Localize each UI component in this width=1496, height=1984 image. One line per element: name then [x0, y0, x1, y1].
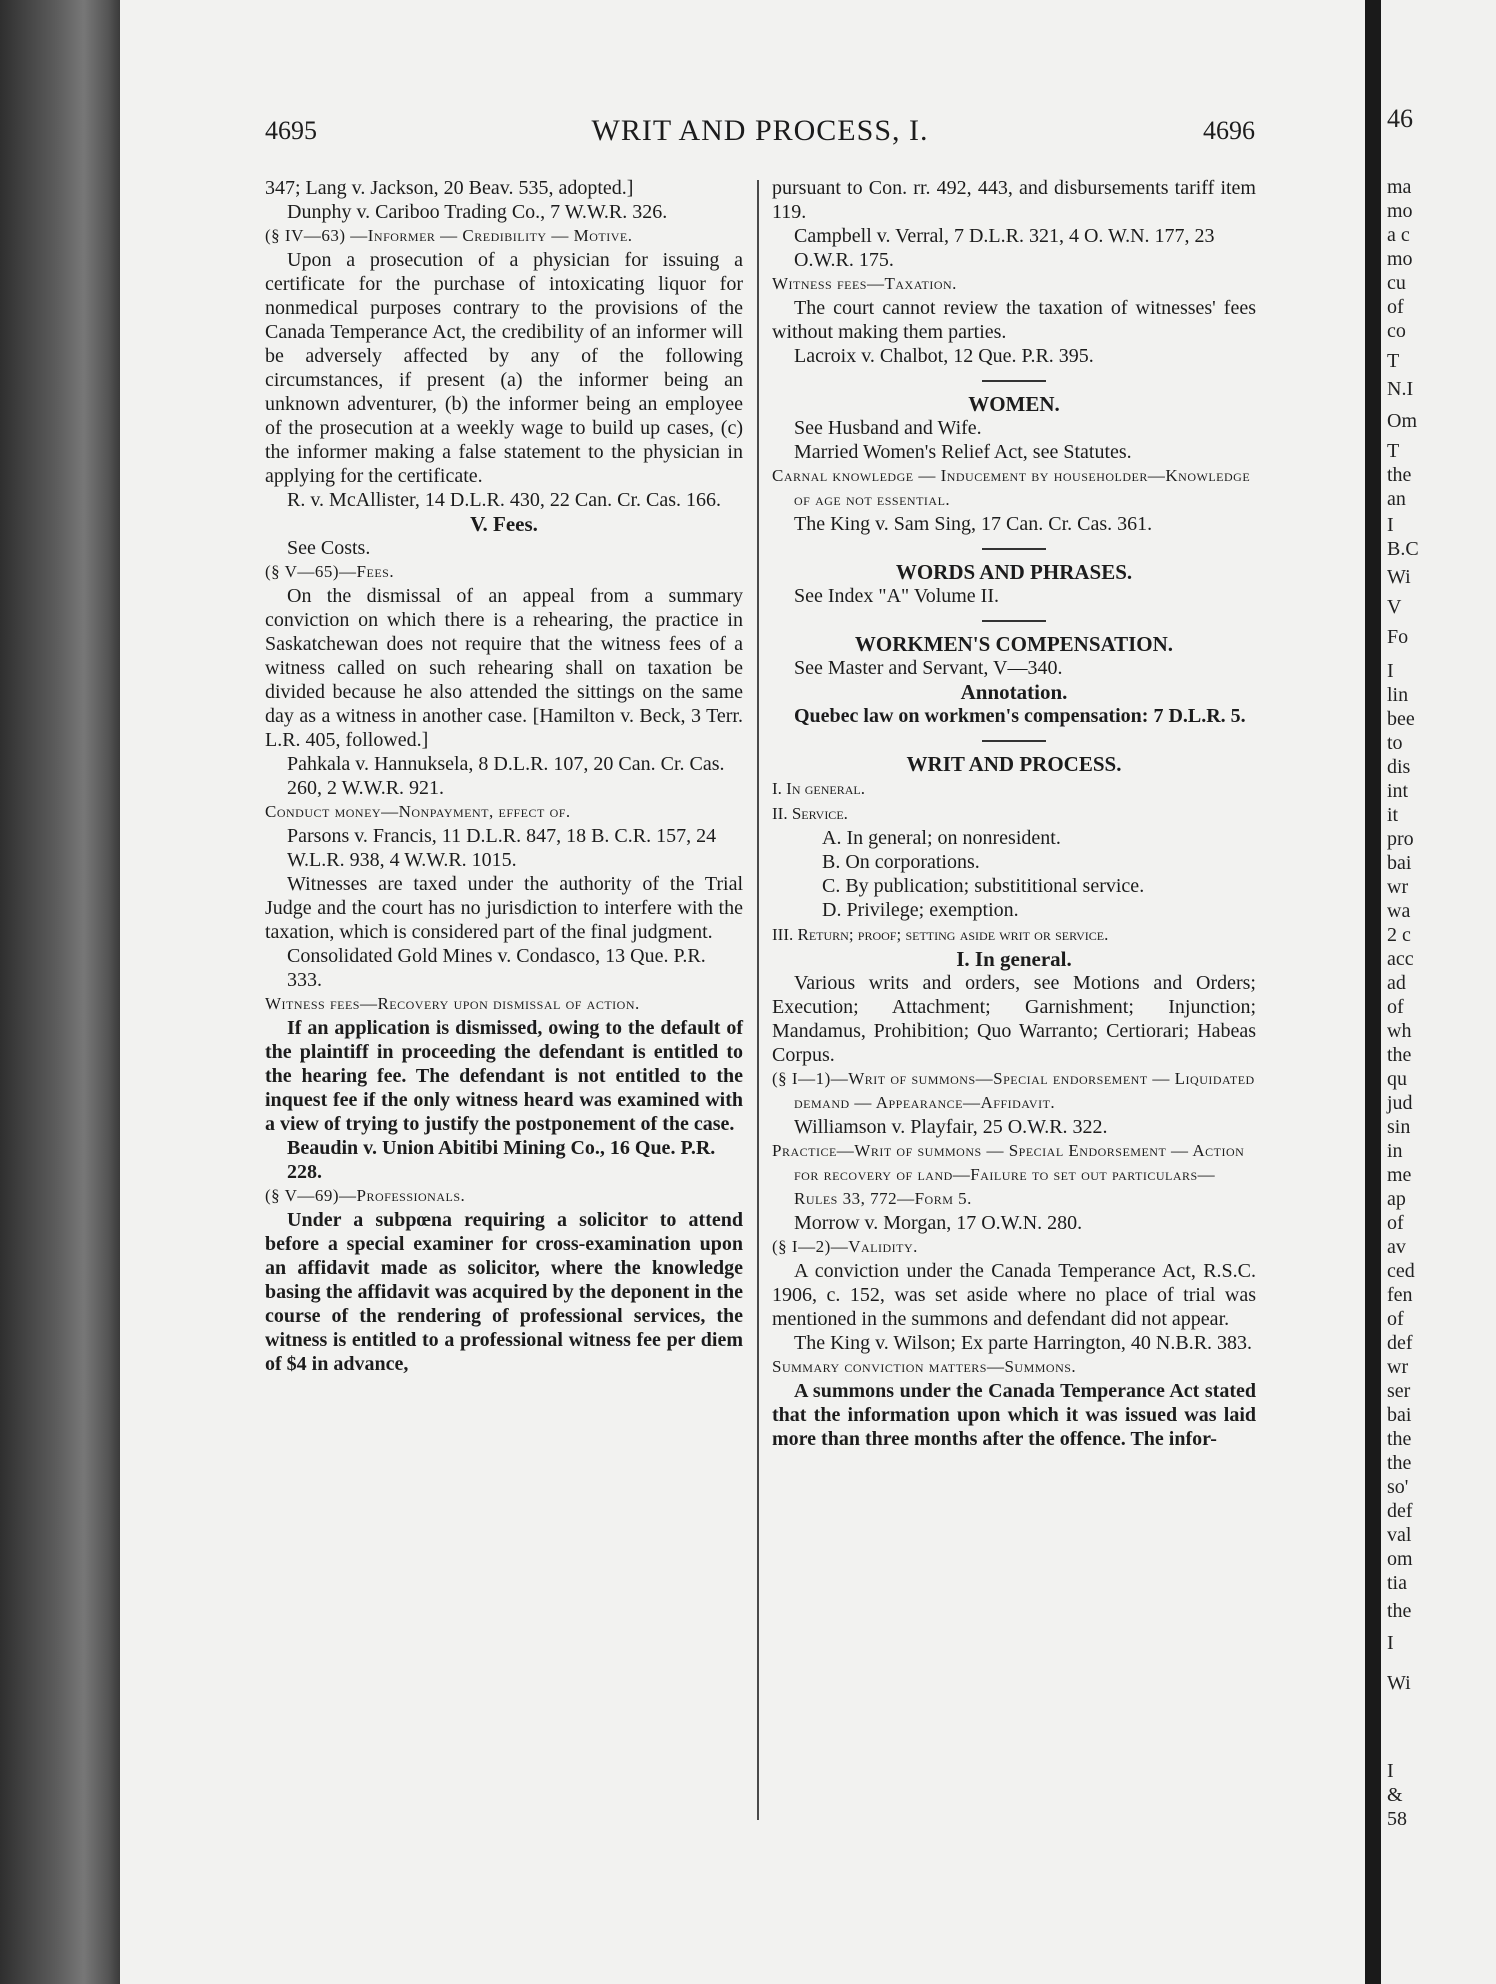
facing-page-fragment: lin — [1387, 684, 1409, 706]
facing-page-fragment: bai — [1387, 1404, 1412, 1426]
facing-page-fragment: Wi — [1387, 1672, 1411, 1694]
case-citation: Dunphy v. Cariboo Trading Co., 7 W.W.R. 326. — [287, 201, 668, 223]
facing-page-fragment: it — [1387, 804, 1399, 826]
topic-heading — [265, 800, 743, 824]
see-reference: See Costs. — [287, 537, 371, 559]
paragraph: Witnesses are taxed under the authority of the Trial Judge and the court has no jurisdiction to interfere with the taxation, which is considered part of the final judgment. — [265, 873, 743, 943]
facing-page-fragment: sin — [1387, 1116, 1411, 1138]
case-citation: Pahkala v. Hannuksela, 8 D.L.R. 107, 20 Can. Cr. Cas. 260, 2 W.W.R. 921. — [287, 753, 725, 799]
facing-page-fragment: mo — [1387, 248, 1413, 270]
subject-title-words: WORDS AND PHRASES. — [895, 560, 1133, 584]
facing-page-fragment: the — [1387, 464, 1412, 486]
outline-item — [772, 922, 1256, 947]
facing-page-fragment: tia — [1387, 1572, 1407, 1594]
paragraph: If an application is dismissed, owing to the default of the plaintiff in proceeding the defendant is entitled to the hearing fee. The defendant is not entitled to the inquest fee if the only witness heard was examined with a view of trying to justify the postponement of the case. — [265, 1017, 743, 1135]
facing-page-fragment: the — [1387, 1044, 1412, 1066]
paragraph: Under a subpœna requiring a solicitor to attend before a special examiner for cross-examination upon an affidavit made as solicitor, where the knowledge basing the affidavit was acquired by the deponent in the course of the rendering of professional services, the witness is entitled to a professional witness fee per diem of $4 in advance, — [265, 1209, 743, 1375]
facing-page-fragment: fen — [1387, 1284, 1413, 1306]
facing-page-fragment: wr — [1387, 1356, 1409, 1378]
annotation-text: Quebec law on workmen's compensation: 7 D.L.R. 5. — [794, 705, 1246, 727]
facing-page-fragment: bai — [1387, 852, 1412, 874]
outline-subitem: D. Privilege; exemption. — [822, 899, 1019, 921]
section-rule — [982, 548, 1046, 550]
heading-text: Witness fees—Taxation. — [772, 274, 957, 293]
section-rule — [982, 380, 1046, 382]
facing-page-fragment: av — [1387, 1236, 1406, 1258]
facing-page-fragment: ser — [1387, 1380, 1411, 1402]
page-number-left: 4695 — [265, 116, 317, 145]
topic-heading — [265, 224, 743, 248]
facing-page-fragment: def — [1387, 1332, 1413, 1354]
facing-page-fragment: the — [1387, 1600, 1412, 1622]
case-citation: The King v. Wilson; Ex parte Harrington, 40 N.B.R. 383. — [794, 1332, 1253, 1354]
topic-heading — [772, 1235, 1256, 1259]
topic-heading — [265, 1184, 743, 1208]
see-reference: Married Women's Relief Act, see Statutes. — [794, 441, 1132, 463]
topic-heading — [772, 464, 1256, 512]
next-page-edge — [1381, 0, 1496, 1984]
facing-page-fragment: of — [1387, 1212, 1404, 1234]
facing-page-fragment: ced — [1387, 1260, 1415, 1282]
facing-page-fragment: bee — [1387, 708, 1415, 730]
facing-page-fragment: Om — [1387, 410, 1417, 432]
paragraph: On the dismissal of an appeal from a summary conviction on which there is a rehearing, the practice in Saskatchewan does not require that the witness fees of a witness called on such rehearing shall on taxation be divided because he also attended the sittings on the same day as a witness in another case. [Hamilton v. Beck, 3 Terr. L.R. 405, followed.] — [265, 585, 743, 751]
case-citation: Morrow v. Morgan, 17 O.W.N. 280. — [794, 1212, 1083, 1234]
facing-page-fragment: of — [1387, 996, 1404, 1018]
facing-page-fragment: om — [1387, 1548, 1413, 1570]
facing-page-fragment: of — [1387, 1308, 1404, 1330]
topic-heading — [265, 992, 743, 1016]
facing-page-fragment: of — [1387, 296, 1404, 318]
facing-page-fragment: wa — [1387, 900, 1411, 922]
annotation-heading: Annotation. — [960, 680, 1068, 704]
paragraph: Upon a prosecution of a physician for issuing a certificate for the purchase of intoxicating liquor for nonmedical purposes contrary to the provisions of the Canada Temperance Act, the credibility of an informer will be adversely affected by any of the following circumstances, if present (a) the informer being an unknown adventurer, (b) the informer being an employee of the prosecution at a weekly wage to build up cases, (c) the informer making a false statement to the physician in applying for the certificate. — [265, 249, 743, 487]
heading-text: Conduct money—Nonpayment, effect of. — [265, 802, 571, 821]
heading-text: (§ V—65)—Fees. — [265, 562, 395, 581]
see-reference: See Master and Servant, V—340. — [794, 657, 1063, 679]
facing-page-fragment: in — [1387, 1140, 1403, 1162]
facing-page-fragment: 46 — [1387, 104, 1413, 133]
facing-page-fragment: N.I — [1387, 378, 1414, 400]
see-reference: See Index "A" Volume II. — [794, 585, 999, 607]
facing-page-fragment: int — [1387, 780, 1409, 802]
facing-page-fragment: I — [1387, 660, 1394, 682]
subject-title-workmens-compensation: WORKMEN'S COMPENSATION. — [854, 632, 1174, 656]
facing-page-fragment: ad — [1387, 972, 1406, 994]
outline — [772, 776, 1256, 947]
subject-title-writ-and-process: WRIT AND PROCESS. — [906, 752, 1122, 776]
heading-text: Witness fees—Recovery upon dismissal of action. — [265, 994, 640, 1013]
facing-page-fragment: V — [1387, 596, 1402, 618]
facing-page-fragment: dis — [1387, 756, 1411, 778]
heading-text: Carnal knowledge — Inducement by householder—Knowledge of age not essential. — [772, 466, 1251, 509]
topic-heading — [772, 272, 1256, 296]
outline-item — [772, 776, 1256, 801]
section-heading: V. Fees. — [470, 512, 538, 536]
outline-subitem: A. In general; on nonresident. — [822, 827, 1061, 849]
facing-page-fragment: the — [1387, 1428, 1412, 1450]
facing-page-fragment: acc — [1387, 948, 1414, 970]
facing-page-fragment: the — [1387, 1452, 1412, 1474]
facing-page-fragment: T — [1387, 440, 1400, 462]
outline-subitem: B. On corporations. — [822, 851, 980, 873]
facing-page-fragment: val — [1387, 1524, 1412, 1546]
heading-text: (§ I—2)—Validity. — [772, 1237, 918, 1256]
topic-heading — [772, 1139, 1256, 1211]
facing-page-fragment: wh — [1387, 1020, 1412, 1042]
see-reference: See Husband and Wife. — [794, 417, 982, 439]
facing-page-fragment: I — [1387, 1632, 1394, 1654]
facing-page-fragment: to — [1387, 732, 1403, 754]
topic-heading — [265, 560, 743, 584]
outline-item — [772, 801, 1256, 826]
section-rule — [982, 620, 1046, 622]
running-title: WRIT AND PROCESS, I. — [591, 114, 929, 147]
case-citation: Consolidated Gold Mines v. Condasco, 13 Que. P.R. 333. — [287, 945, 706, 991]
facing-page-fragment: I — [1387, 1760, 1394, 1782]
outline-subitem: C. By publication; substititional service. — [822, 875, 1145, 897]
facing-page-fragment: a c — [1387, 224, 1410, 246]
case-citation: Williamson v. Playfair, 25 O.W.R. 322. — [794, 1116, 1108, 1138]
facing-page-fragment: I — [1387, 514, 1394, 536]
page-header — [265, 116, 1255, 156]
facing-page-fragment: jud — [1387, 1092, 1413, 1114]
paragraph: The court cannot review the taxation of witnesses' fees without making them parties. — [772, 297, 1256, 343]
facing-page-fragment: T — [1387, 350, 1400, 372]
case-citation: Parsons v. Francis, 11 D.L.R. 847, 18 B. C.R. 157, 24 W.L.R. 938, 4 W.W.R. 1015. — [287, 825, 717, 871]
paragraph: pursuant to Con. rr. 492, 443, and disbursements tariff item 119. — [772, 177, 1256, 223]
section-rule — [982, 740, 1046, 742]
facing-page-fragment: cu — [1387, 272, 1406, 294]
paragraph: Various writs and orders, see Motions and Orders; Execution; Attachment; Garnishment; Injunction; Mandamus, Prohibition; Quo Warranto; Certiorari; Habeas Corpus. — [772, 972, 1256, 1066]
case-citation: R. v. McAllister, 14 D.L.R. 430, 22 Can. Cr. Cas. 166. — [287, 489, 722, 511]
right-column — [772, 176, 1256, 1451]
facing-page-fragment: an — [1387, 488, 1406, 510]
facing-page-fragment: me — [1387, 1164, 1412, 1186]
facing-page-fragment: pro — [1387, 828, 1414, 850]
outline-item-text: I. In general. — [772, 779, 865, 798]
left-column — [265, 176, 743, 1376]
heading-text: (§ I—1)—Writ of summons—Special endorsement — Liquidated demand — Appearance—Affidavit. — [772, 1069, 1255, 1112]
page-number-right: 4696 — [1203, 116, 1255, 145]
heading-text: Practice—Writ of summons — Special Endorsement — Action for recovery of land—Failure to set out particulars—Rules 33, 772—Form 5. — [772, 1141, 1245, 1208]
column-divider — [757, 180, 759, 1820]
outline-item-text: II. Service. — [772, 804, 848, 823]
heading-text: (§ V—69)—Professionals. — [265, 1186, 466, 1205]
facing-page-fragment: ma — [1387, 176, 1412, 198]
paragraph: 347; Lang v. Jackson, 20 Beav. 535, adopted.] — [265, 177, 634, 199]
subject-title-women: WOMEN. — [968, 392, 1060, 416]
facing-page-fragment: Wi — [1387, 566, 1411, 588]
facing-page-fragment: co — [1387, 320, 1406, 342]
facing-page-fragment: Fo — [1387, 626, 1409, 648]
facing-page-fragment: wr — [1387, 876, 1409, 898]
case-citation: Lacroix v. Chalbot, 12 Que. P.R. 395. — [794, 345, 1094, 367]
facing-page-fragment: & — [1387, 1784, 1403, 1806]
facing-page-fragment: so' — [1387, 1476, 1409, 1498]
facing-page-fragment: qu — [1387, 1068, 1407, 1090]
case-citation: Campbell v. Verral, 7 D.L.R. 321, 4 O. W.N. 177, 23 O.W.R. 175. — [794, 225, 1215, 271]
facing-page-fragment: mo — [1387, 200, 1413, 222]
facing-page-fragment: ap — [1387, 1188, 1406, 1210]
case-citation: Beaudin v. Union Abitibi Mining Co., 16 Que. P.R. 228. — [287, 1137, 716, 1183]
facing-page-fragment: 2 c — [1387, 924, 1411, 946]
section-heading: I. In general. — [956, 947, 1072, 971]
book-spine — [0, 0, 120, 1984]
topic-heading — [772, 1067, 1256, 1115]
outline-item-text: III. Return; proof; setting aside writ or service. — [772, 925, 1109, 944]
paragraph: A conviction under the Canada Temperance Act, R.S.C. 1906, c. 152, was set aside where no place of trial was mentioned in the summons and defendant did not appear. — [772, 1260, 1256, 1330]
case-citation: The King v. Sam Sing, 17 Can. Cr. Cas. 361. — [794, 513, 1153, 535]
page-gutter — [1365, 0, 1381, 1984]
topic-heading — [772, 1355, 1256, 1379]
heading-text: Summary conviction matters—Summons. — [772, 1357, 1077, 1376]
facing-page-fragment: 58 — [1387, 1808, 1407, 1830]
heading-text: (§ IV—63) —Informer — Credibility — Motive. — [265, 226, 633, 245]
facing-page-fragment: def — [1387, 1500, 1413, 1522]
paragraph: A summons under the Canada Temperance Act stated that the information upon which it was issued was laid more than three months after the offence. The infor- — [772, 1380, 1256, 1450]
facing-page-fragment: B.C — [1387, 538, 1419, 560]
